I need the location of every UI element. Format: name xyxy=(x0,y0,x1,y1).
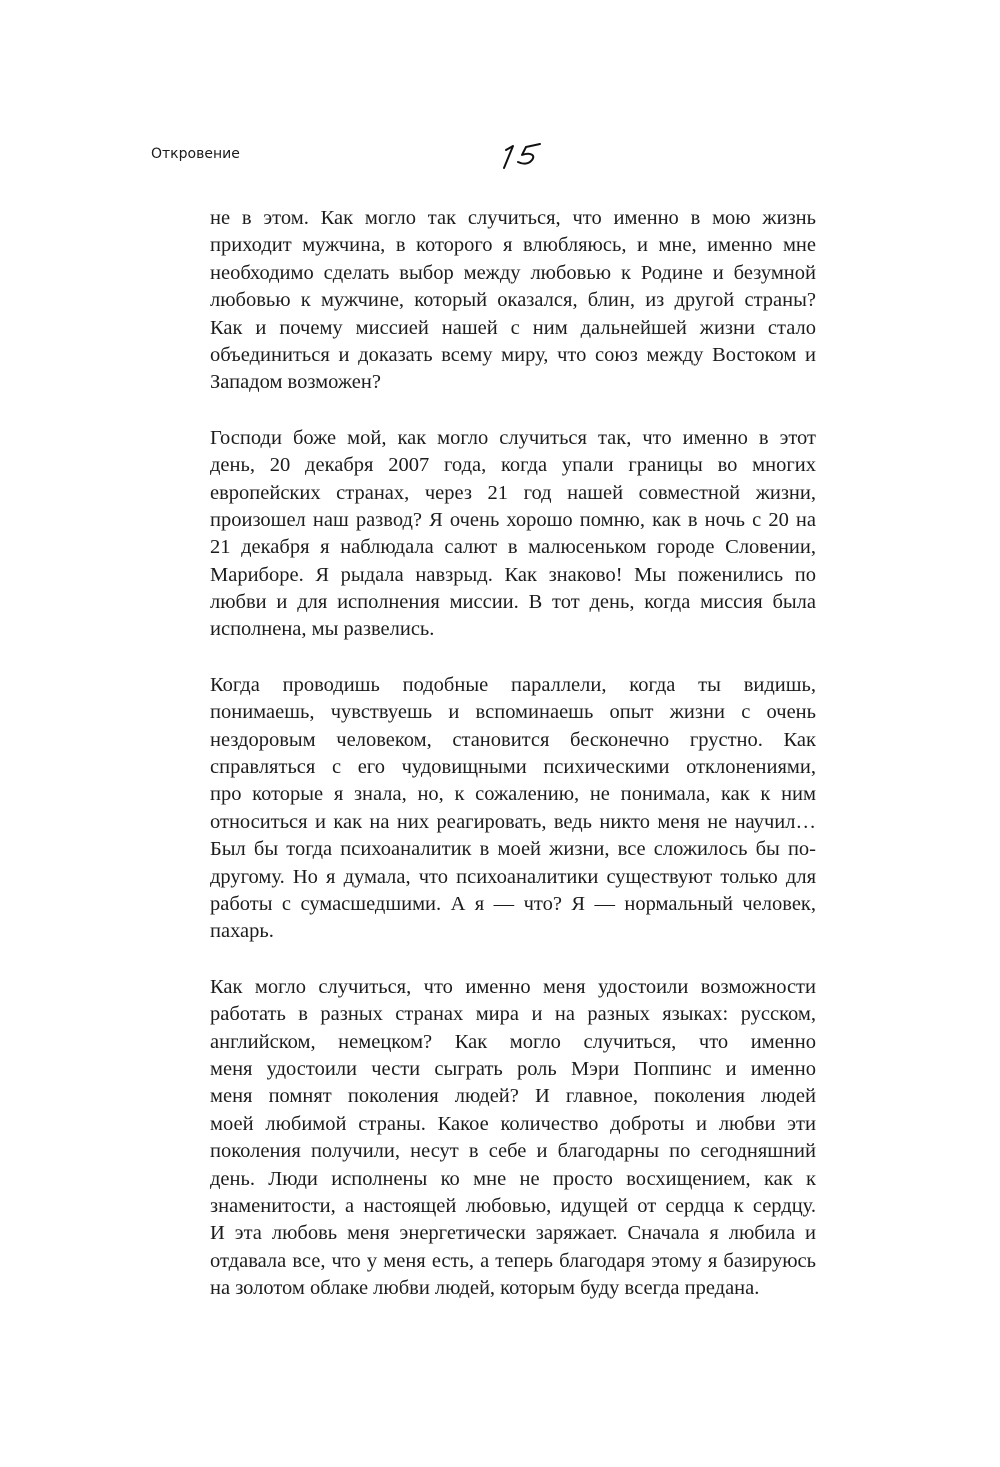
text-line: любви и для исполнения миссии. В тот день, когда миссия была xyxy=(210,591,816,614)
paragraph xyxy=(210,974,816,1303)
running-title: Откровение xyxy=(151,146,240,162)
text-line: поколения получили, несут в себе и благодарны по сегодняшний xyxy=(210,1140,816,1163)
text-line: отдавала все, что у меня есть, а теперь благодаря этому я базируюсь xyxy=(210,1249,816,1272)
text-line: работы с сумасшедшими. А я — что? Я — нормальный человек, xyxy=(210,892,816,915)
body-text xyxy=(210,205,816,1330)
text-line: английском, немецком? Как могло случиться, что именно xyxy=(210,1030,816,1053)
paragraph xyxy=(210,425,816,644)
text-line: И эта любовь меня энергетически заряжает. Сначала я любила и xyxy=(210,1222,816,1245)
text-line: работать в разных странах мира и на разных языках: русском, xyxy=(210,1003,816,1026)
text-line: относиться и как на них реагировать, ведь никто меня не научил… xyxy=(210,810,816,833)
text-line: Как и почему миссией нашей с ним дальнейшей жизни стало xyxy=(210,316,816,339)
text-line: приходит мужчина, в которого я влюбляюсь, и мне, именно мне xyxy=(210,234,816,257)
text-line: Был бы тогда психоаналитик в моей жизни, все сложилось бы по- xyxy=(210,838,816,861)
text-line: объединиться и доказать всему миру, что союз между Востоком и xyxy=(210,343,816,366)
text-line: знаменитости, а настоящей любовью, идущей от сердца к сердцу. xyxy=(210,1194,816,1217)
text-line: не в этом. Как могло так случиться, что именно в мою жизнь xyxy=(210,207,816,229)
text-line: день. Люди исполнены ко мне не просто восхищением, как к xyxy=(210,1167,816,1190)
text-line: любовью к мужчине, который оказался, блин, из другой страны? xyxy=(210,289,816,312)
paragraph xyxy=(210,672,816,946)
text-line: другому. Но я думала, что психоаналитики существуют только для xyxy=(210,865,816,888)
text-line: произошел наш развод? Я очень хорошо помню, как в ночь с 20 на xyxy=(210,508,816,531)
text-line: меня помнят поколения людей? И главное, поколения людей xyxy=(210,1085,816,1108)
text-line: Как могло случиться, что именно меня удостоили возможности xyxy=(210,975,816,998)
text-line: европейских странах, через 21 год нашей совместной жизни, xyxy=(210,481,816,504)
text-line: нездоровым человеком, становится бесконечно грустно. Как xyxy=(210,728,816,751)
text-line: 21 декабря я наблюдала салют в малюсеньком городе Словении, xyxy=(210,536,816,559)
text-line: пахарь. xyxy=(210,920,274,943)
text-line: Господи боже мой, как могло случиться так, что именно в этот xyxy=(210,426,816,449)
text-line: справляться с его чудовищными психическими отклонениями, xyxy=(210,756,816,779)
text-line: про которые я знала, но, к сожалению, не понимала, как к ним xyxy=(210,783,816,806)
text-line: на золотом облаке любви людей, которым буду всегда предана. xyxy=(210,1277,760,1300)
text-line: Западом возможен? xyxy=(210,371,381,394)
text-line: исполнена, мы развелись. xyxy=(210,618,435,641)
text-line: Когда проводишь подобные параллели, когда ты видишь, xyxy=(210,673,816,696)
paragraph xyxy=(210,205,816,397)
page-number xyxy=(500,140,546,174)
text-line: моей любимой страны. Какое количество доброты и любви эти xyxy=(210,1112,816,1135)
handwritten-page-number-icon xyxy=(500,140,546,174)
text-line: необходимо сделать выбор между любовью к Родине и безумной xyxy=(210,261,816,284)
text-line: Мариборе. Я рыдала навзрыд. Как знаково! Мы поженились по xyxy=(210,563,816,586)
text-line: понимаешь, чувствуешь и вспоминаешь опыт жизни с очень xyxy=(210,701,816,724)
text-line: меня удостоили чести сыграть роль Мэри Поппинс и именно xyxy=(210,1057,816,1080)
text-line: день, 20 декабря 2007 года, когда упали границы во многих xyxy=(210,454,816,477)
